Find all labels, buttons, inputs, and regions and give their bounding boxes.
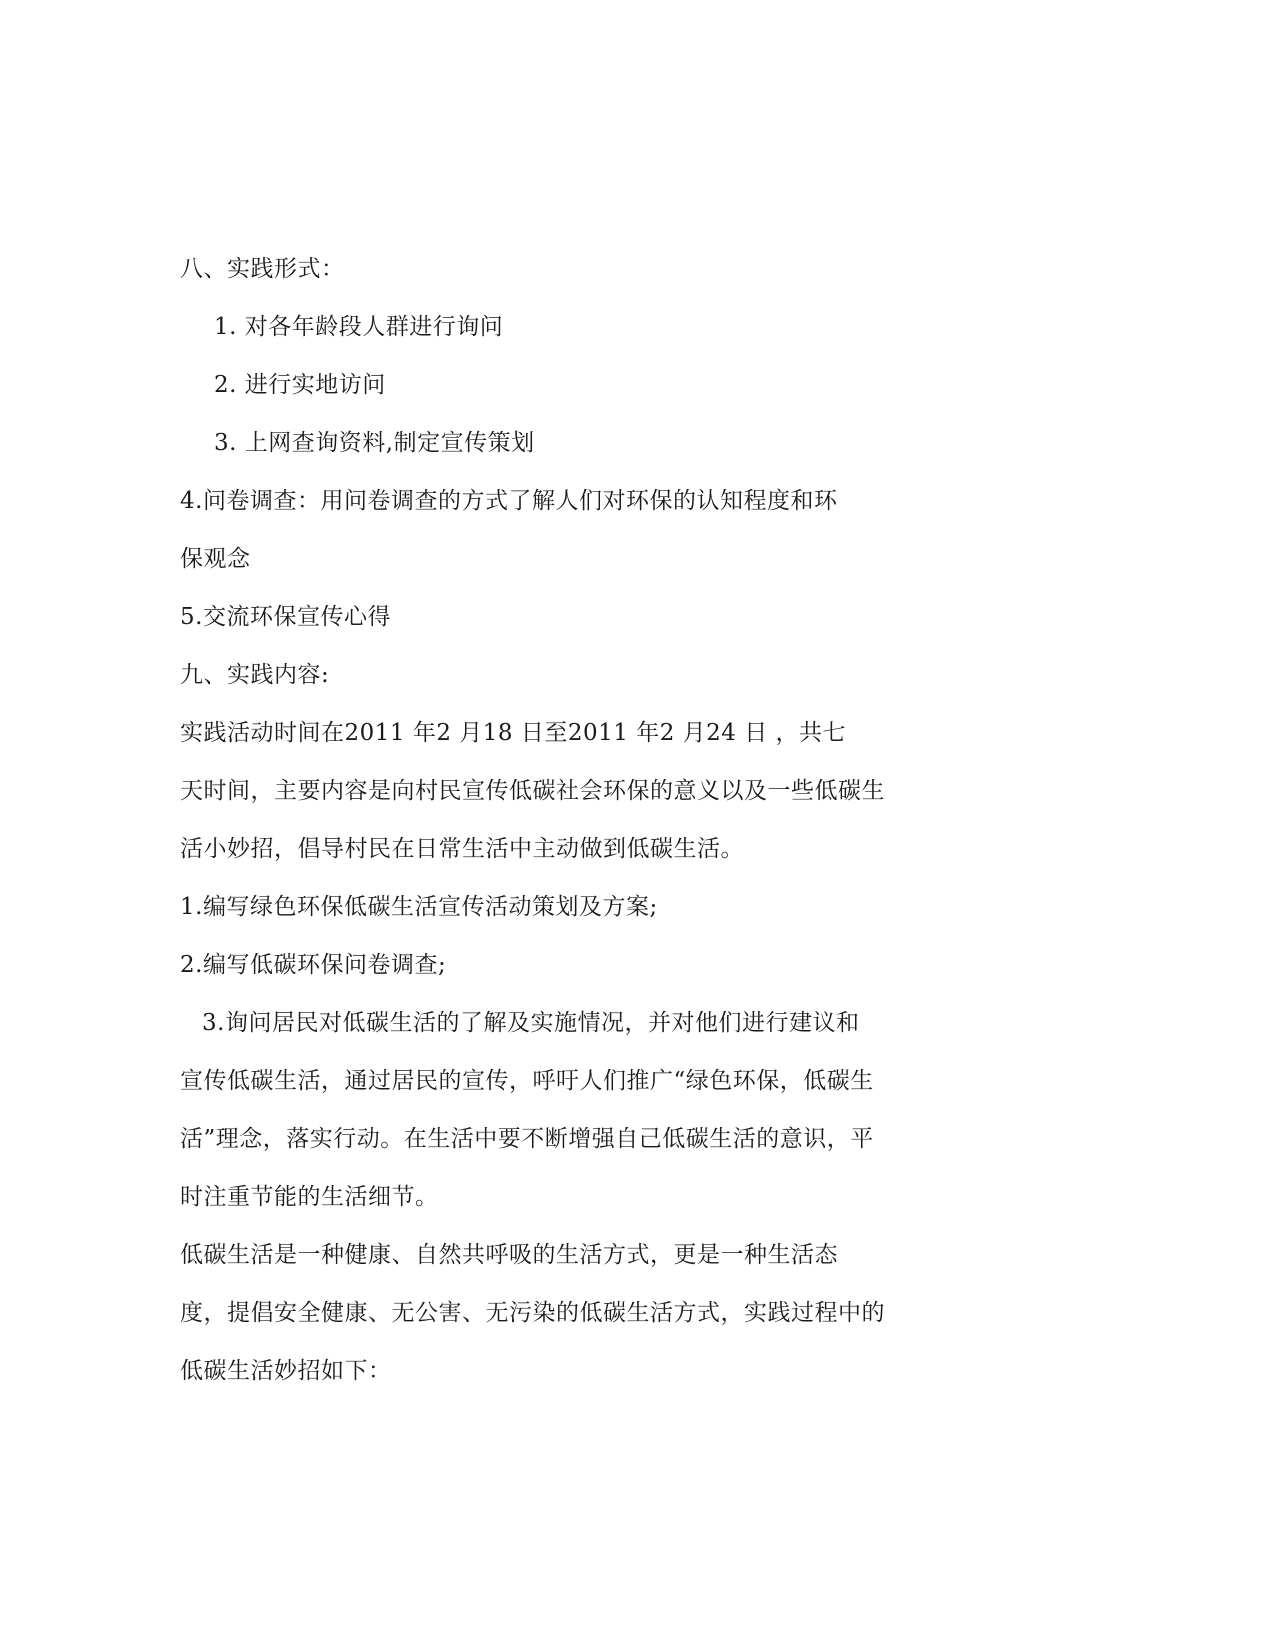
- practice-form-item-2: 2. 进行实地访问: [214, 372, 386, 398]
- content-item-3-line-1: 3.询问居民对低碳生活的了解及实施情况，并对他们进行建议和: [202, 1010, 860, 1036]
- practice-form-item-5: 5.交流环保宣传心得: [180, 604, 391, 630]
- section-heading-practice-form: 八、实践形式：: [180, 256, 345, 282]
- content-paragraph-2-line-2: 度，提倡安全健康、无公害、无污染的低碳生活方式，实践过程中的: [180, 1300, 885, 1326]
- content-item-3-line-4: 时注重节能的生活细节。: [180, 1184, 439, 1210]
- content-item-2: 2.编写低碳环保问卷调查;: [180, 952, 447, 978]
- content-paragraph-1-line-2: 天时间，主要内容是向村民宣传低碳社会环保的意义以及一些低碳生: [180, 778, 885, 804]
- content-item-1: 1.编写绿色环保低碳生活宣传活动策划及方案;: [180, 894, 658, 920]
- content-paragraph-1-line-1: 实践活动时间在2011 年2 月18 日至2011 年2 月24 日 ，共七: [180, 720, 847, 746]
- content-item-3-line-3: 活”理念，落实行动。在生活中要不断增强自己低碳生活的意识，平: [180, 1126, 874, 1152]
- practice-form-item-3: 3. 上网查询资料,制定宣传策划: [214, 430, 535, 456]
- content-item-3-line-2: 宣传低碳生活，通过居民的宣传，呼吁人们推广“绿色环保，低碳生: [180, 1068, 874, 1094]
- practice-form-item-4-line-1: 4.问卷调查：用问卷调查的方式了解人们对环保的认知程度和环: [180, 488, 838, 514]
- practice-form-item-1: 1. 对各年龄段人群进行询问: [214, 314, 504, 340]
- content-paragraph-2-line-3: 低碳生活妙招如下：: [180, 1358, 392, 1384]
- section-heading-practice-content: 九、实践内容:: [180, 662, 330, 688]
- content-paragraph-2-line-1: 低碳生活是一种健康、自然共呼吸的生活方式，更是一种生活态: [180, 1242, 838, 1268]
- content-paragraph-1-line-3: 活小妙招，倡导村民在日常生活中主动做到低碳生活。: [180, 836, 744, 862]
- practice-form-item-4-line-2: 保观念: [180, 546, 251, 572]
